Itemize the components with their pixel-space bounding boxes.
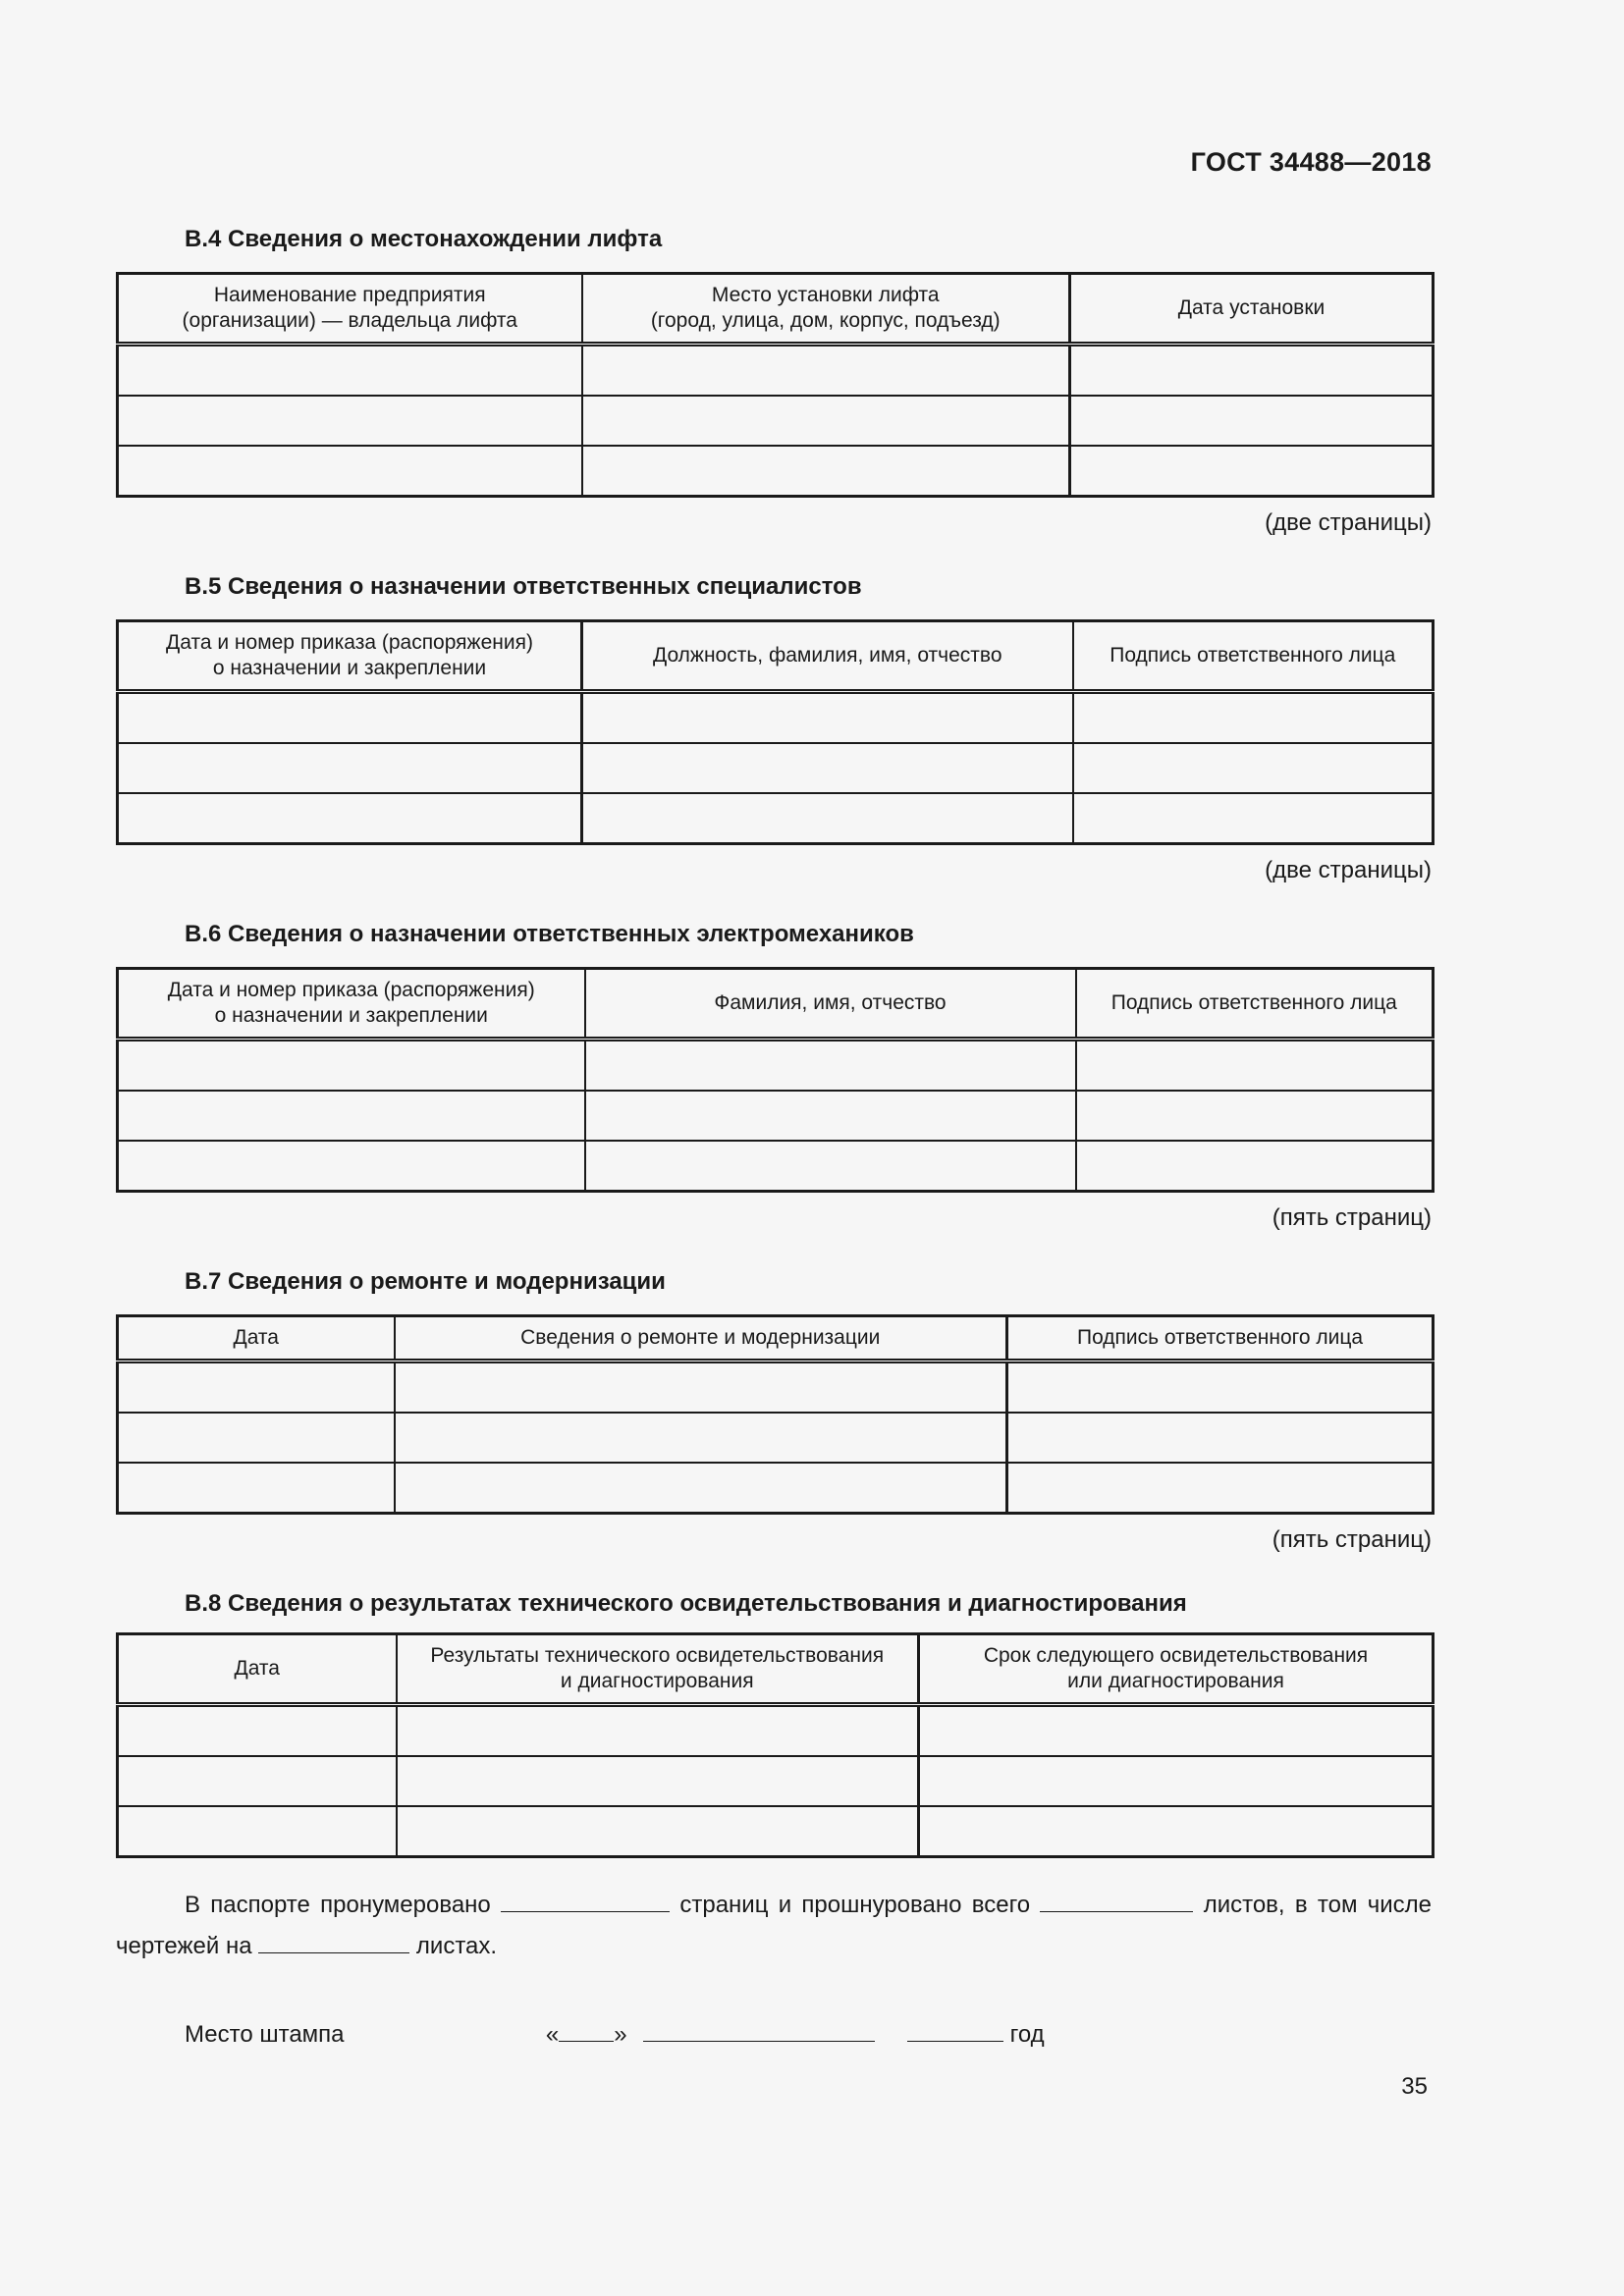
table-cell[interactable] [585, 1040, 1076, 1092]
table-cell[interactable] [397, 1705, 919, 1757]
year-label: год [1009, 2021, 1045, 2048]
column-header: Дата [118, 1634, 397, 1705]
table-cell[interactable] [118, 743, 582, 793]
stamp-row [185, 2019, 1045, 2049]
table-cell[interactable] [395, 1463, 1007, 1514]
table-cell[interactable] [118, 345, 582, 397]
section-b4 [116, 225, 1432, 537]
table-cell[interactable] [1073, 793, 1434, 844]
table-cell[interactable] [118, 1091, 585, 1141]
table-row [118, 1756, 1434, 1806]
table-row [118, 396, 1434, 446]
closing-text: листах. [415, 1933, 498, 1959]
column-header: Фамилия, имя, отчество [585, 969, 1076, 1040]
table-cell[interactable] [118, 793, 582, 844]
table-cell[interactable] [1070, 345, 1434, 397]
location-table [116, 272, 1435, 498]
table-cell[interactable] [1076, 1091, 1434, 1141]
table-header-row [118, 274, 1434, 345]
table-cell[interactable] [118, 446, 582, 497]
column-header: Дата [118, 1316, 395, 1362]
section-b6 [116, 920, 1432, 1232]
table-cell[interactable] [118, 1756, 397, 1806]
table-cell[interactable] [1073, 692, 1434, 744]
table-row [118, 345, 1434, 397]
table-row [118, 446, 1434, 497]
table-row [118, 692, 1434, 744]
table-cell[interactable] [582, 345, 1070, 397]
table-cell[interactable] [118, 1141, 585, 1192]
table-cell[interactable] [585, 1141, 1076, 1192]
table-header-row [118, 1634, 1434, 1705]
table-cell[interactable] [1076, 1040, 1434, 1092]
column-header: Должность, фамилия, имя, отчество [582, 621, 1073, 692]
closing-text: листов, в том числе чертежей на [116, 1892, 1433, 1959]
table-cell[interactable] [919, 1806, 1434, 1857]
table-cell[interactable] [118, 396, 582, 446]
table-cell[interactable] [1007, 1463, 1434, 1514]
table-cell[interactable] [395, 1413, 1007, 1463]
column-header: Подпись ответственного лица [1007, 1316, 1434, 1362]
quote-open: « [545, 2021, 560, 2048]
section-b5 [116, 572, 1432, 884]
column-header: Срок следующего освидетельствования или диагностирования [919, 1634, 1434, 1705]
table-cell[interactable] [1073, 743, 1434, 793]
drawings-count-blank[interactable] [258, 1931, 409, 1953]
repair-table [116, 1314, 1435, 1515]
column-header: Место установки лифта (город, улица, дом, корпус, подъезд) [582, 274, 1070, 345]
closing-text: В паспорте пронумеровано [185, 1892, 491, 1918]
section-b8 [116, 1589, 1432, 1858]
column-header: Сведения о ремонте и модернизации [395, 1316, 1007, 1362]
table-cell[interactable] [1007, 1362, 1434, 1414]
pages-count-blank[interactable] [501, 1890, 670, 1912]
table-row [118, 793, 1434, 844]
table-cell[interactable] [919, 1705, 1434, 1757]
section-title: В.4 Сведения о местонахождении лифта [185, 226, 663, 252]
table-header-row [118, 969, 1434, 1040]
table-row [118, 743, 1434, 793]
table-cell[interactable] [582, 692, 1073, 744]
table-header-row [118, 1316, 1434, 1362]
table-cell[interactable] [1007, 1413, 1434, 1463]
table-cell[interactable] [919, 1756, 1434, 1806]
section-title: В.7 Сведения о ремонте и модернизации [185, 1268, 666, 1295]
inspection-table [116, 1632, 1435, 1858]
column-header: Дата установки [1070, 274, 1434, 345]
pages-note: (пять страниц) [1272, 1204, 1432, 1231]
column-header: Результаты технического освидетельствования и диагностирования [397, 1634, 919, 1705]
table-row [118, 1362, 1434, 1414]
section-title: В.5 Сведения о назначении ответственных специалистов [185, 573, 862, 600]
month-blank[interactable] [643, 2019, 875, 2042]
table-cell[interactable] [118, 1040, 585, 1092]
column-header: Наименование предприятия (организации) — владельца лифта [118, 274, 582, 345]
table-cell[interactable] [397, 1806, 919, 1857]
column-header: Подпись ответственного лица [1073, 621, 1434, 692]
pages-note: (две страницы) [1265, 857, 1432, 883]
pages-note: (две страницы) [1265, 509, 1432, 536]
table-row [118, 1463, 1434, 1514]
table-cell[interactable] [118, 692, 582, 744]
pages-note: (пять страниц) [1272, 1526, 1432, 1553]
table-header-row [118, 621, 1434, 692]
electromechanics-table [116, 967, 1435, 1193]
table-row [118, 1091, 1434, 1141]
table-cell[interactable] [582, 446, 1070, 497]
column-header: Дата и номер приказа (распоряжения) о назначении и закреплении [118, 969, 585, 1040]
table-cell[interactable] [118, 1705, 397, 1757]
sheets-count-blank[interactable] [1040, 1890, 1193, 1912]
table-cell[interactable] [582, 793, 1073, 844]
table-cell[interactable] [118, 1362, 395, 1414]
section-title: В.8 Сведения о результатах технического освидетельствования и диагностирования [185, 1590, 1187, 1617]
stamp-label: Место штампа [185, 2021, 345, 2048]
table-cell[interactable] [118, 1806, 397, 1857]
table-row [118, 1806, 1434, 1857]
table-cell[interactable] [582, 396, 1070, 446]
table-cell[interactable] [1070, 446, 1434, 497]
table-row [118, 1705, 1434, 1757]
year-blank[interactable] [907, 2019, 1003, 2042]
table-cell[interactable] [395, 1362, 1007, 1414]
table-cell[interactable] [118, 1413, 395, 1463]
column-header: Дата и номер приказа (распоряжения) о назначении и закреплении [118, 621, 582, 692]
section-b7 [116, 1267, 1432, 1554]
column-header: Подпись ответственного лица [1076, 969, 1434, 1040]
table-row [118, 1141, 1434, 1192]
table-row [118, 1413, 1434, 1463]
table-cell[interactable] [397, 1756, 919, 1806]
table-cell[interactable] [1070, 396, 1434, 446]
quote-close: » [614, 2021, 627, 2048]
day-blank[interactable] [559, 2019, 614, 2042]
specialists-table [116, 619, 1435, 845]
table-cell[interactable] [118, 1463, 395, 1514]
table-row [118, 1040, 1434, 1092]
section-title: В.6 Сведения о назначении ответственных электромехаников [185, 921, 914, 947]
table-cell[interactable] [585, 1091, 1076, 1141]
closing-paragraph [116, 1885, 1432, 1967]
table-cell[interactable] [1076, 1141, 1434, 1192]
table-cell[interactable] [582, 743, 1073, 793]
page-number: 35 [1401, 2073, 1428, 2100]
standard-code: ГОСТ 34488—2018 [1190, 147, 1432, 177]
closing-text: страниц и прошнуровано всего [679, 1892, 1031, 1918]
